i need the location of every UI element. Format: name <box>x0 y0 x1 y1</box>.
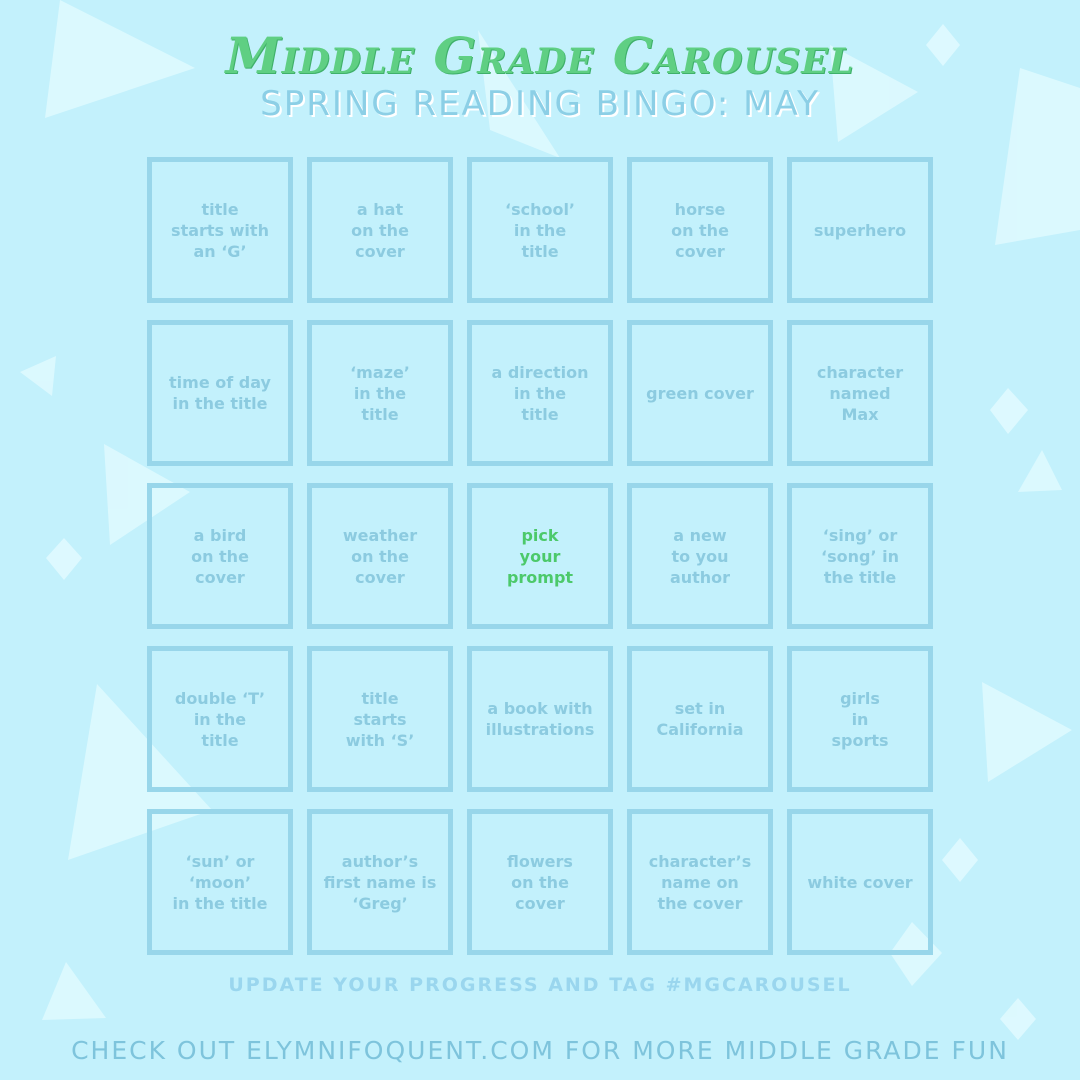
bingo-cell[interactable]: ‘maze’ in the title <box>307 320 453 466</box>
bingo-cell[interactable]: character’s name on the cover <box>627 809 773 955</box>
bingo-cell[interactable]: a bird on the cover <box>147 483 293 629</box>
bingo-cell[interactable]: weather on the cover <box>307 483 453 629</box>
bingo-cell[interactable]: a book with illustrations <box>467 646 613 792</box>
bingo-cell[interactable]: white cover <box>787 809 933 955</box>
bingo-cell[interactable]: horse on the cover <box>627 157 773 303</box>
bingo-cell[interactable]: time of day in the title <box>147 320 293 466</box>
bingo-cell[interactable]: ‘sing’ or ‘song’ in the title <box>787 483 933 629</box>
bingo-cell[interactable]: superhero <box>787 157 933 303</box>
bingo-cell[interactable]: girls in sports <box>787 646 933 792</box>
bingo-cell[interactable]: flowers on the cover <box>467 809 613 955</box>
tagline: UPDATE YOUR PROGRESS AND TAG #MGCAROUSEL <box>228 974 852 996</box>
bingo-cell[interactable]: green cover <box>627 320 773 466</box>
bingo-cell[interactable]: a hat on the cover <box>307 157 453 303</box>
bingo-cell[interactable]: a new to you author <box>627 483 773 629</box>
bingo-cell[interactable]: title starts with an ‘G’ <box>147 157 293 303</box>
bingo-cell[interactable]: ‘school’ in the title <box>467 157 613 303</box>
bingo-cell[interactable]: double ‘T’ in the title <box>147 646 293 792</box>
page-title: Middle Grade Carousel <box>225 26 855 85</box>
bingo-cell[interactable]: set in California <box>627 646 773 792</box>
bingo-cell[interactable]: character named Max <box>787 320 933 466</box>
bingo-cell[interactable]: title starts with ‘S’ <box>307 646 453 792</box>
bingo-cell[interactable]: a direction in the title <box>467 320 613 466</box>
page-subtitle: SPRING READING BINGO: MAY <box>260 84 820 124</box>
bingo-free-cell[interactable]: pick your prompt <box>467 483 613 629</box>
footer-text: CHECK OUT ELYMNIFOQUENT.COM FOR MORE MIDDLE GRADE FUN <box>71 1036 1009 1065</box>
bingo-cell[interactable]: author’s first name is ‘Greg’ <box>307 809 453 955</box>
bingo-board <box>147 157 933 956</box>
bingo-cell[interactable]: ‘sun’ or ‘moon’ in the title <box>147 809 293 955</box>
